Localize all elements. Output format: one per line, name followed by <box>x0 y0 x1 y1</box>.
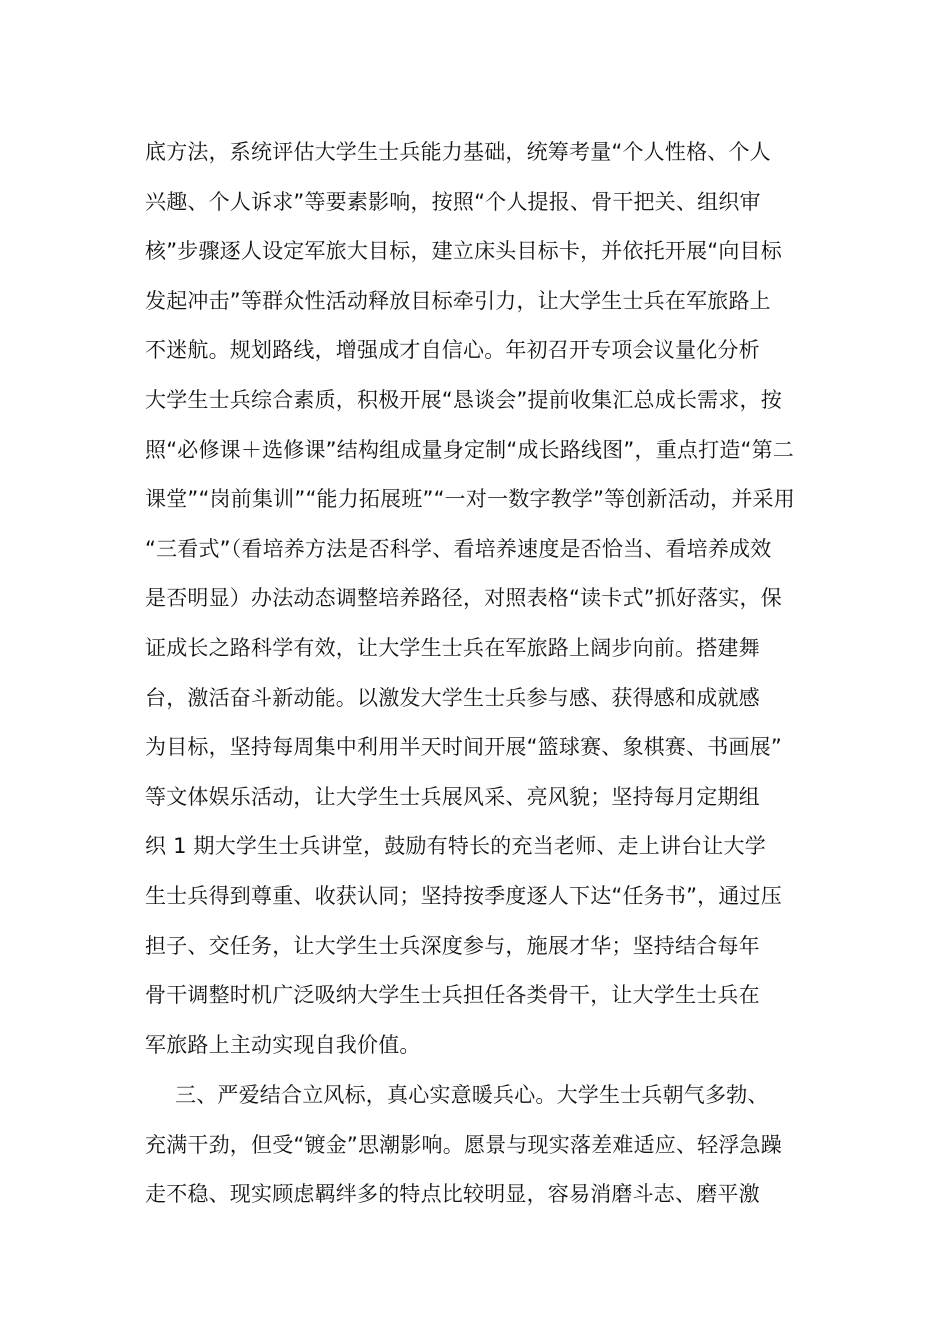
text-line: 是否明显）办法动态调整培养路径，对照表格“读卡式”抓好落实，保 <box>145 586 782 611</box>
text-line: “三看式”（看培养方法是否科学、看培养速度是否恰当、看培养成效 <box>145 536 772 561</box>
text-line: 军旅路上主动实现自我价值。 <box>145 1032 421 1057</box>
text-line: 核”步骤逐人设定军旅大目标，建立床头目标卡，并依托开展“向目标 <box>145 239 782 264</box>
paragraph-1 <box>145 128 810 1070</box>
text-line: 不迷航。规划路线，增强成才自信心。年初召开专项会议量化分析 <box>145 338 760 363</box>
text-line: 走不稳、现实顾虑羁绊多的特点比较明显，容易消磨斗志、磨平激 <box>145 1182 760 1207</box>
text-line: 发起冲击”等群众性活动释放目标牵引力，让大学生士兵在军旅路上 <box>145 288 771 313</box>
text-line: 课堂”“岗前集训”“能力拓展班”“一对一数字教学”等创新活动，并采用 <box>145 487 795 512</box>
text-line: 大学生士兵综合素质，积极开展“恳谈会”提前收集汇总成长需求，按 <box>145 387 782 412</box>
text-line: 照“必修课＋选修课”结构组成量身定制“成长路线图”，重点打造“第二 <box>145 437 794 462</box>
text-line: 充满干劲，但受“镀金”思潮影响。愿景与现实落差难适应、轻浮急躁 <box>145 1132 782 1157</box>
text-line: 兴趣、个人诉求”等要素影响，按照“个人提报、骨干把关、组织审 <box>145 189 761 214</box>
text-line: 骨干调整时机广泛吸纳大学生士兵担任各类骨干，让大学生士兵在 <box>145 983 760 1008</box>
text-line: 生士兵得到尊重、收获认同；坚持按季度逐人下达“任务书”，通过压 <box>145 883 782 908</box>
text-line: 织 1 期大学生士兵讲堂，鼓励有特长的充当老师、走上讲台让大学 <box>145 834 766 859</box>
text-line: 证成长之路科学有效，让大学生士兵在军旅路上阔步向前。搭建舞 <box>145 635 760 660</box>
text-line: 台，激活奋斗新动能。以激发大学生士兵参与感、获得感和成就感 <box>145 685 760 710</box>
text-line: 为目标，坚持每周集中利用半天时间开展“篮球赛、象棋赛、书画展” <box>145 735 782 760</box>
text-line: 底方法，系统评估大学生士兵能力基础，统筹考量“个人性格、个人 <box>145 140 771 164</box>
text-line: 担子、交任务，让大学生士兵深度参与，施展才华；坚持结合每年 <box>145 933 760 958</box>
text-line: 三、严爱结合立风标，真心实意暖兵心。大学生士兵朝气多勃、 <box>175 1083 769 1107</box>
paragraph-2 <box>145 1071 810 1220</box>
text-line: 等文体娱乐活动，让大学生士兵展风采、亮风貌；坚持每月定期组 <box>145 784 760 809</box>
